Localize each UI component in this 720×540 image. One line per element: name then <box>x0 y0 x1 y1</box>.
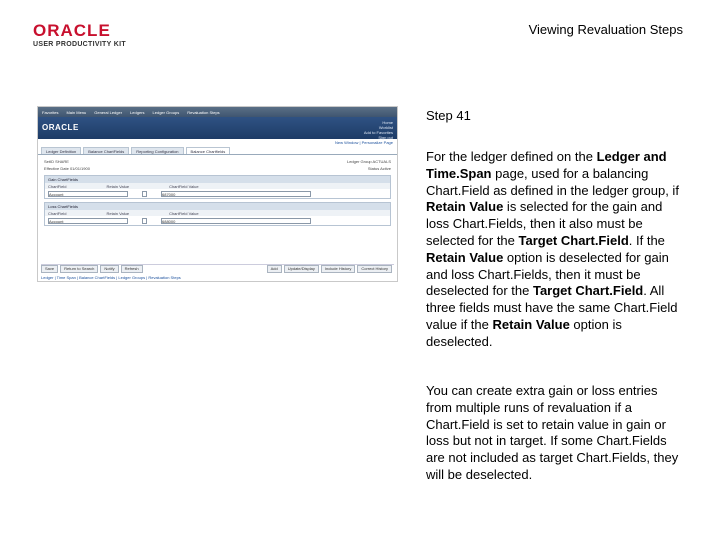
tab: Ledger Definition <box>41 147 81 154</box>
nav-item: Ledgers <box>130 109 145 115</box>
grid-row <box>45 189 390 198</box>
chartfield-select: Account <box>48 218 128 224</box>
gain-grid <box>44 175 391 199</box>
screenshot-nav-bar <box>38 107 397 117</box>
nav-item: Revaluation Steps <box>187 109 220 115</box>
grid-row <box>45 216 390 225</box>
screenshot-tabs <box>38 147 397 155</box>
grid-col: Retain Value <box>106 183 130 189</box>
toolbar-left <box>41 265 145 273</box>
update-display-button: Update/Display <box>284 265 319 273</box>
bold-run: Retain Value <box>426 199 504 215</box>
return-to-search-button: Return to Search <box>60 265 98 273</box>
screenshot-footer-links: Ledger | Time Span | Balance ChartFields | Ledger Groups | Revaluation Steps <box>41 275 181 280</box>
retain-value-checkbox <box>142 191 147 197</box>
step-description <box>426 149 686 351</box>
grid-col: Retain Value <box>106 210 130 216</box>
text-run: For the ledger defined on the <box>426 149 597 164</box>
text-run: . If the <box>628 232 665 248</box>
screenshot-brand: ORACLE <box>42 123 79 132</box>
bold-run: Ledger and Time.Span <box>426 149 667 181</box>
text-run: page, used for a balancing Chart.Field as defined in the ledger group, if <box>426 165 679 198</box>
text-run: . All three fields must have the same Chart.Field value if the <box>426 283 678 332</box>
save-button: Save <box>41 265 58 273</box>
grid-col: ChartField <box>48 210 67 216</box>
home-link: Home <box>382 120 393 125</box>
worklist-link: Worklist <box>378 125 393 130</box>
grid-header <box>45 176 390 183</box>
logo-brand: ORACLE <box>33 21 111 40</box>
nav-item: General Ledger <box>94 109 123 115</box>
form-row-left: SetID SHARE <box>44 159 69 164</box>
refresh-button: Refresh <box>121 265 143 273</box>
form-row <box>44 165 391 172</box>
nav-item: Ledger Groups <box>152 109 180 115</box>
text-run: is selected for the gain and loss Chart.Fields, then it also must be selected for the <box>426 199 663 248</box>
add-button: Add <box>267 265 282 273</box>
form-row-right: Ledger Group ACTUALS <box>346 159 391 164</box>
chartfield-value-input: 688000 <box>161 218 311 224</box>
loss-grid <box>44 202 391 226</box>
include-history-button: Include History <box>321 265 355 273</box>
grid-title: Gain ChartFields <box>48 177 79 182</box>
chartfield-value-input: 687000 <box>161 191 311 197</box>
application-screenshot <box>37 106 398 282</box>
toolbar-right <box>267 265 394 273</box>
nav-item: Favorites <box>42 109 59 115</box>
step-number: Step 41 <box>426 108 471 123</box>
text-run: option is deselected. <box>426 316 622 349</box>
grid-header <box>45 203 390 210</box>
step-note: You can create extra gain or loss entries from multiple runs of revaluation if a Chart.Field is set to retain value in gain or loss but not in target. If some Chart.Fields are not included as target Chart.Fields, they will be deselected. <box>426 383 679 482</box>
screenshot-form <box>38 155 397 229</box>
favorites-link: Add to Favorites <box>363 130 393 135</box>
grid-col: ChartField Value <box>169 183 199 189</box>
tab-active: Balance Chartfields <box>186 147 231 154</box>
correct-history-button: Correct History <box>357 265 392 273</box>
screenshot-toolbar <box>41 264 394 272</box>
form-row-right: Status Active <box>367 166 391 171</box>
bold-run: Retain Value <box>492 316 570 332</box>
grid-col: ChartField <box>48 183 67 189</box>
tab: Reporting Configuration <box>131 147 183 154</box>
bold-run: Retain Value <box>426 249 504 265</box>
screenshot-top-links: New Window | Personalize Page <box>335 140 393 145</box>
chartfield-select: Account <box>48 191 128 197</box>
bold-run: Target Chart.Field <box>532 283 644 299</box>
oracle-upk-logo <box>33 22 133 48</box>
grid-title: Loss ChartFields <box>48 204 79 209</box>
form-row-left: Effective Date 01/01/1900 <box>44 166 90 171</box>
retain-value-checkbox <box>142 218 147 224</box>
form-row <box>44 158 391 165</box>
text-run: option is deselected for gain and loss Chart.Fields, then it must be deselected for the <box>426 249 669 299</box>
bold-run: Target Chart.Field <box>518 232 629 248</box>
notify-button: Notify <box>100 265 118 273</box>
page-title: Viewing Revaluation Steps <box>528 22 683 37</box>
screenshot-banner <box>38 117 397 139</box>
screenshot-home-links <box>364 120 393 140</box>
nav-item: Main Menu <box>66 109 87 115</box>
grid-col: ChartField Value <box>169 210 199 216</box>
tab: Balance ChartFields <box>83 147 129 154</box>
signout-link: Sign out <box>378 135 393 140</box>
logo-tagline: USER PRODUCTIVITY KIT <box>33 41 126 48</box>
